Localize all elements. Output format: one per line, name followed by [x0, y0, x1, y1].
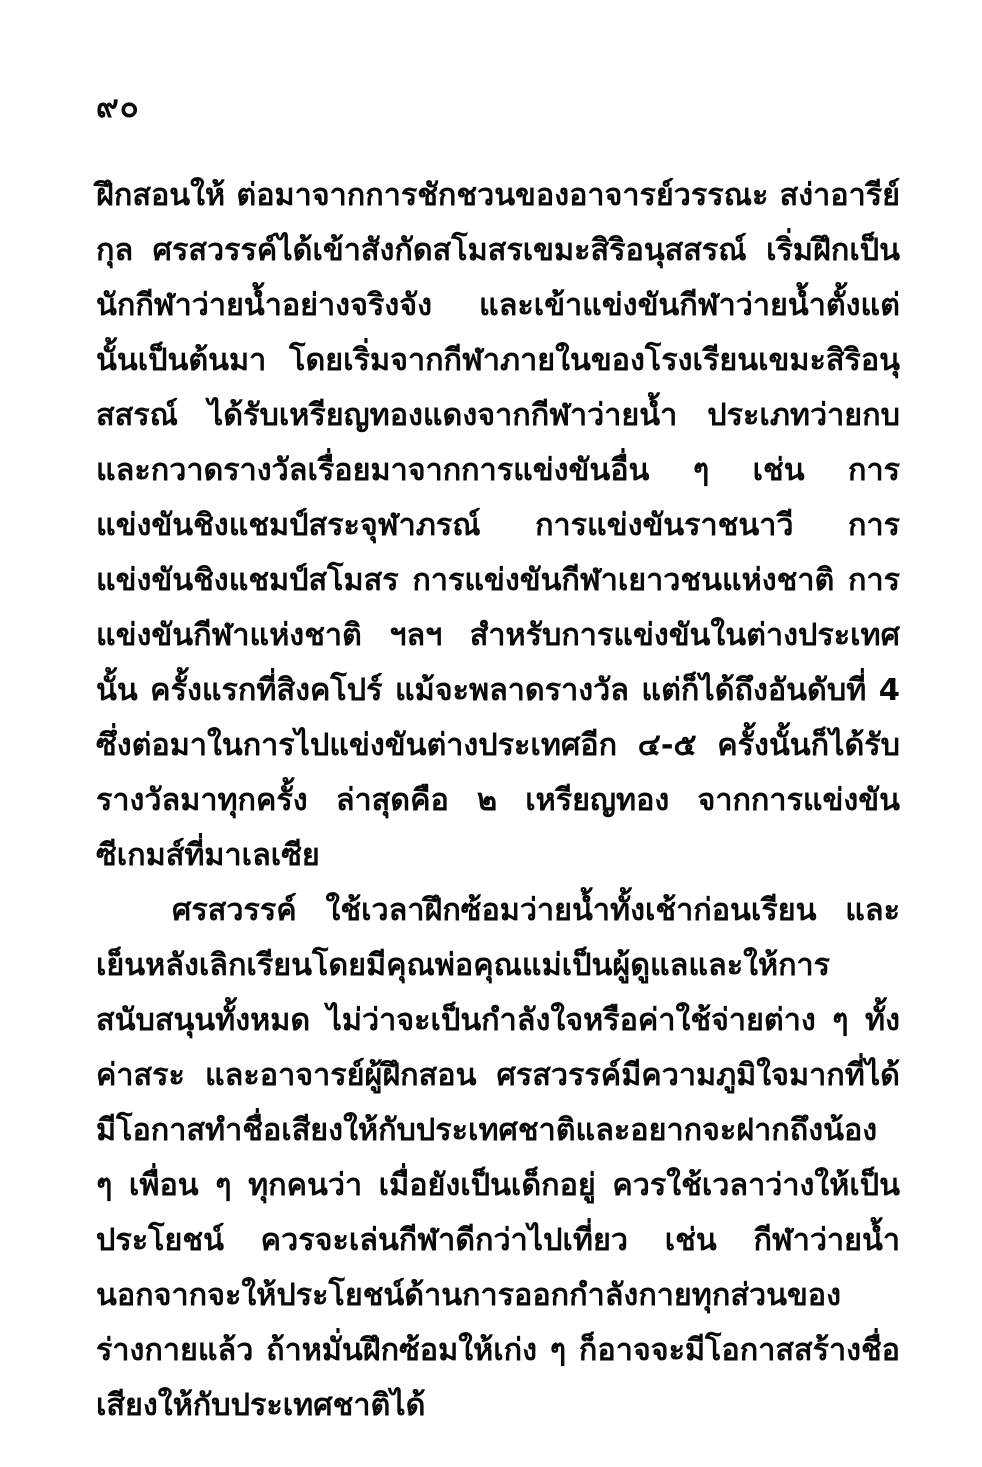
- page-number: ๙๐: [96, 89, 140, 125]
- paragraph: ฝึกสอนให้ ต่อมาจากการชักชวนของอาจารย์วรรณะ สง่าอารีย์กุล ศรสวรรค์ได้เข้าสังกัดสโมสรเขมะสิริอนุสสรณ์ เริ่มฝึกเป็นนักกีฬาว่ายน้ำอย่างจริงจัง และเข้าแข่งขันกีฬาว่ายน้ำตั้งแต่นั้นเป็นต้นมา โดยเริ่มจากกีฬาภายในของโรงเรียนเขมะสิริอนุสสรณ์ ได้รับเหรียญทองแดงจากกีฬาว่ายน้ำ ประเภทว่ายกบ และกวาดรางวัลเรื่อยมาจากการแข่งขันอื่น ๆ เช่น การแข่งขันชิงแชมป์สระจุฬาภรณ์ การแข่งขันราชนาวี การแข่งขันชิงแชมป์สโมสร การแข่งขันกีฬาเยาวชนแห่งชาติ การแข่งขันกีฬาแห่งชาติ ฯลฯ สำหรับการแข่งขันในต่างประเทศนั้น ครั้งแรกที่สิงคโปร์ แม้จะพลาดรางวัล แต่ก็ได้ถึงอันดับที่ 4 ซึ่งต่อมาในการไปแข่งขันต่างประเทศอีก ๔-๕ ครั้งนั้นก็ได้รับรางวัลมาทุกครั้ง ล่าสุดคือ ๒ เหรียญทอง จากการแข่งขันซีเกมส์ที่มาเลเซีย: [96, 178, 900, 873]
- body-text-block: [96, 168, 900, 1433]
- paragraph: ศรสวรรค์ ใช้เวลาฝึกซ้อมว่ายน้ำทั้งเช้าก่อนเรียน และเย็นหลังเลิกเรียนโดยมีคุณพ่อคุณแม่เป็นผู้ดูแลและให้การสนับสนุนทั้งหมด ไม่ว่าจะเป็นกำลังใจหรือค่าใช้จ่ายต่าง ๆ ทั้งค่าสระ และอาจารย์ผู้ฝึกสอน ศรสวรรค์มีความภูมิใจมากที่ได้มีโอกาสทำชื่อเสียงให้กับประเทศชาติและอยากจะฝากถึงน้อง ๆ เพื่อน ๆ ทุกคนว่า เมื่อยังเป็นเด็กอยู่ ควรใช้เวลาว่างให้เป็นประโยชน์ ควรจะเล่นกีฬาดีกว่าไปเที่ยว เช่น กีฬาว่ายน้ำ นอกจากจะให้ประโยชน์ด้านการออกกำลังกายทุกส่วนของร่างกายแล้ว ถ้าหมั่นฝึกซ้อมให้เก่ง ๆ ก็อาจจะมีโอกาสสร้างชื่อเสียงให้กับประเทศชาติได้: [96, 893, 900, 1423]
